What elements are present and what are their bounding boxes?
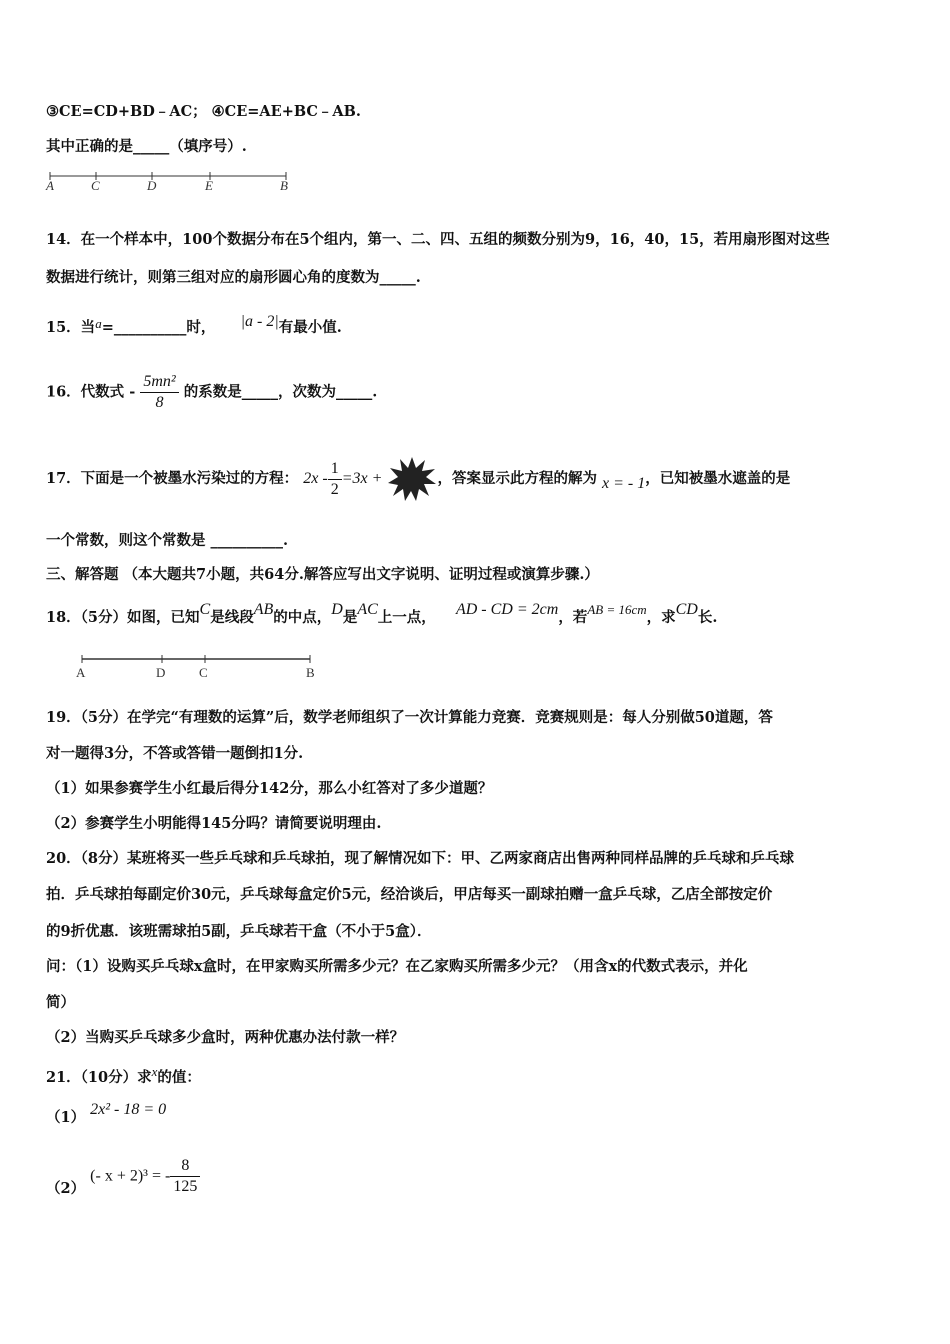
q15 — [46, 312, 342, 338]
q20-part2: （2）当购买乒乓球多少盒时，两种优惠办法付款一样？ — [46, 1029, 405, 1046]
q21-heading — [46, 1062, 201, 1088]
q17-mid: ，答案显示此方程的解为 — [437, 470, 597, 487]
q21-var-x: x — [151, 1064, 158, 1079]
q18-segment-figure — [70, 652, 330, 682]
q18-point-c: C — [199, 601, 211, 618]
q20-line1: 20．（8分）某班将买一些乒乓球和乒乓球拍，现了解情况如下：甲、乙两家商店出售两种同样品牌的乒乓球和乒乓球 — [46, 850, 795, 867]
segment-label-b: B — [280, 178, 288, 193]
segment-label-a: A — [76, 665, 86, 680]
q17-fraction — [328, 459, 342, 500]
q17-frac-num: 1 — [328, 459, 342, 480]
q21-eq2: (- x + 2)³ = - — [90, 1167, 171, 1185]
q21-head: 21．（10分）求 — [46, 1069, 152, 1086]
q19-line1: 19．（5分）在学完“有理数的运算”后，数学老师组织了一次计算能力竞赛．竞赛规则是：每人分别做50道题，答 — [46, 709, 773, 726]
segment-label-e: E — [205, 178, 213, 193]
q13-options: ③CE=CD+BD﹣AC； ④CE=AE+BC﹣AB. — [46, 103, 361, 120]
q17-tail: ，已知被墨水遮盖的是 — [645, 470, 791, 487]
segment-label-b: B — [306, 665, 315, 680]
q15-blank: =__________时， — [101, 319, 216, 336]
q20-line4: 问：（1）设购买乒乓球x盒时，在甲家购买所需多少元？在乙家购买所需多少元？（用含x的代数式表示，并化 — [46, 958, 748, 975]
q15-tail: 有最小值. — [278, 319, 342, 336]
q21-part1 — [46, 1100, 167, 1126]
q18-p8: 长. — [697, 609, 718, 626]
q17-line2: 一个常数，则这个常数是 __________. — [46, 532, 289, 549]
ink-blot-icon — [387, 456, 437, 502]
q18-seg-ab: AB — [253, 601, 274, 618]
q16-numerator: 5mn² — [140, 372, 178, 393]
q15-abs-expression: |a - 2| — [240, 313, 279, 330]
q21-part2-label: （2） — [46, 1179, 86, 1197]
q21-eq1: 2x² - 18 = 0 — [90, 1101, 167, 1118]
q19-line2: 对一题得3分，不答或答错一题倒扣1分. — [46, 745, 304, 762]
q18-statement — [46, 600, 717, 628]
q16-denominator: 8 — [155, 394, 164, 411]
segment-label-c: C — [199, 665, 208, 680]
q20-line2: 拍．乒乓球拍每副定价30元，乒乓球每盒定价5元，经洽谈后，甲店每买一副球拍赠一盒乒乓球，乙店全部按定价 — [46, 886, 773, 903]
q21-part2 — [46, 1156, 200, 1197]
q20-line5: 简） — [46, 994, 75, 1011]
q21-tail: 的值： — [157, 1069, 201, 1086]
segment-label-c: C — [91, 178, 100, 193]
segment-label-d: D — [147, 178, 157, 193]
q14-line2: 数据进行统计，则第三组对应的扇形圆心角的度数为_____. — [46, 269, 421, 286]
q18-p3: 的中点， — [273, 609, 332, 626]
q18-p2: 是线段 — [210, 609, 254, 626]
q17-frac-den: 2 — [330, 480, 339, 498]
q21-fraction — [170, 1156, 200, 1197]
q18-seg-cd: CD — [675, 601, 698, 618]
q16 — [46, 372, 377, 413]
q18-p4: 是 — [342, 609, 358, 626]
q18-point-d: D — [331, 601, 343, 618]
q20-line3: 的9折优惠．该班需球拍5副，乒乓球若干盒（不小于5盒）． — [46, 923, 432, 940]
q17-line1 — [46, 456, 790, 502]
q14-line1: 14．在一个样本中，100个数据分布在5个组内，第一、二、四、五组的频数分别为9，16，40，15，若用扇形图对这些 — [46, 231, 830, 248]
section3-heading: 三、解答题 （本大题共7小题，共64分.解答应写出文字说明、证明过程或演算步骤.） — [46, 566, 599, 583]
q18-seg-ac: AC — [357, 601, 378, 618]
q18-p1: 18．（5分）如图，已知 — [46, 609, 200, 626]
q21-frac-den: 125 — [173, 1178, 198, 1195]
q13-segment-figure — [44, 170, 294, 194]
q19-part1: （1）如果参赛学生小红最后得分142分，那么小红答对了多少道题？ — [46, 780, 493, 797]
q18-p5: 上一点， — [377, 609, 436, 626]
q18-eq1: AD - CD = 2cm — [455, 601, 559, 618]
q19-part2: （2）参赛学生小明能得145分吗？请简要说明理由. — [46, 815, 382, 832]
q17-lhs: 2x - — [303, 470, 328, 487]
q15-var-a: a — [95, 316, 102, 331]
q17-number: 17．下面是一个被墨水污染过的方程： — [46, 470, 299, 487]
q18-p7: ，求 — [646, 609, 676, 626]
q21-part1-label: （1） — [46, 1109, 86, 1126]
segment-label-a: A — [46, 178, 54, 193]
q21-frac-num: 8 — [170, 1156, 200, 1177]
q17-rhs: =3x + — [341, 470, 383, 487]
q17-solution: x = - 1 — [602, 475, 646, 492]
q16-fraction — [140, 372, 178, 413]
q18-p6: ，若 — [558, 609, 588, 626]
segment-label-d: D — [156, 665, 166, 680]
q16-tail: 的系数是_____，次数为_____. — [183, 383, 378, 401]
q16-number: 16．代数式 - — [46, 383, 136, 401]
q13-question: 其中正确的是_____（填序号）. — [46, 138, 247, 155]
q15-number: 15．当 — [46, 319, 96, 336]
q18-eq2: AB = 16cm — [587, 602, 647, 617]
